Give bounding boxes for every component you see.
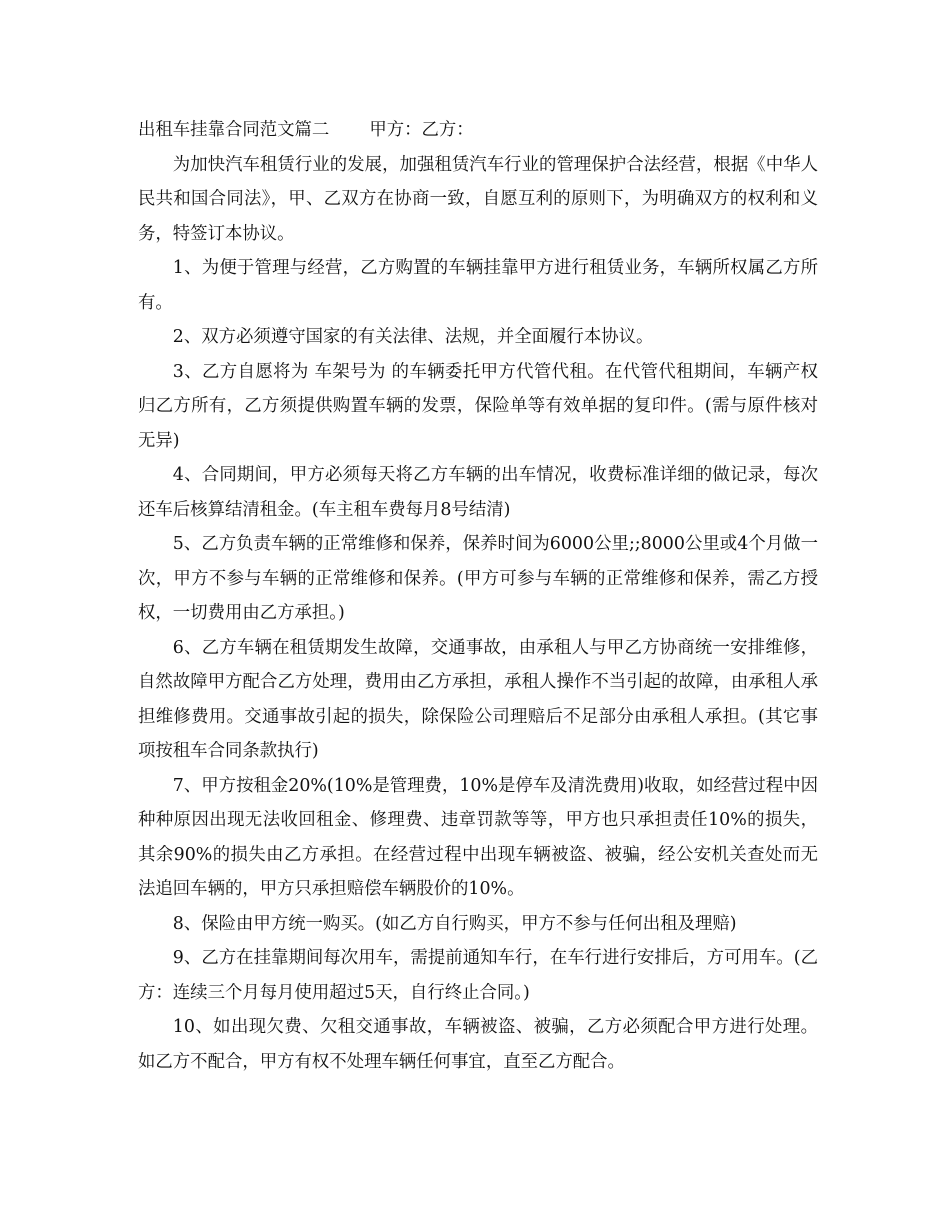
clause-6: 6、乙方车辆在租赁期发生故障，交通事故，由承租人与甲乙方协商统一安排维修，自然故障甲方配合乙方处理，费用由乙方承担，承租人操作不当引起的故障，由承租人承担维修费用。交通事故引起的损失，除保险公司理赔后不足部分由承租人承担。(其它事项按租车合同条款执行)	[138, 637, 818, 761]
document-title: 出租车挂靠合同范文篇二	[138, 120, 330, 140]
clause-1: 1、为便于管理与经营，乙方购置的车辆挂靠甲方进行租赁业务，车辆所权属乙方所有。	[138, 258, 818, 313]
clause-3: 3、乙方自愿将为 车架号为 的车辆委托甲方代管代租。在代管代租期间，车辆产权归乙方所有，乙方须提供购置车辆的发票，保险单等有效单据的复印件。(需与原件核对无异)	[138, 361, 818, 451]
clause-9: 9、乙方在挂靠期间每次用车，需提前通知车行，在车行进行安排后，方可用车。(乙方：连续三个月每月使用超过5天，自行终止合同。)	[138, 948, 818, 1003]
clause-2: 2、双方必须遵守国家的有关法律、法规，并全面履行本协议。	[172, 327, 654, 347]
parties-line: 甲方：乙方：	[369, 120, 474, 140]
clause-5: 5、乙方负责车辆的正常维修和保养，保养时间为6000公里;;8000公里或4个月做一次，甲方不参与车辆的正常维修和保养。(甲方可参与车辆的正常维修和保养，需乙方授权，一切费用由乙方承担。)	[138, 534, 818, 623]
clause-4: 4、合同期间，甲方必须每天将乙方车辆的出车情况，收费标准详细的做记录，每次还车后核算结清租金。(车主租车费每月8号结清)	[138, 465, 818, 520]
clause-7: 7、甲方按租金20%(10%是管理费，10%是停车及清洗费用)收取，如经营过程中因种种原因出现无法收回租金、修理费、违章罚款等等，甲方也只承担责任10%的损失，其余90%的损失由乙方承担。在经营过程中出现车辆被盗、被骗，经公安机关查处而无法追回车辆的，甲方只承担赔偿车辆股价的10%。	[138, 775, 818, 899]
document-page	[138, 113, 818, 1079]
clause-8: 8、保险由甲方统一购买。(如乙方自行购买，甲方不参与任何出租及理赔)	[172, 913, 737, 934]
title-line	[138, 113, 818, 148]
preamble-paragraph: 为加快汽车租赁行业的发展，加强租赁汽车行业的管理保护合法经营，根据《中华人民共和国合同法》，甲、乙双方在协商一致，自愿互利的原则下，为明确双方的权利和义务，特签订本协议。	[138, 154, 818, 244]
clause-10: 10、如出现欠费、欠租交通事故，车辆被盗、被骗，乙方必须配合甲方进行处理。如乙方不配合，甲方有权不处理车辆任何事宜，直至乙方配合。	[138, 1017, 818, 1072]
